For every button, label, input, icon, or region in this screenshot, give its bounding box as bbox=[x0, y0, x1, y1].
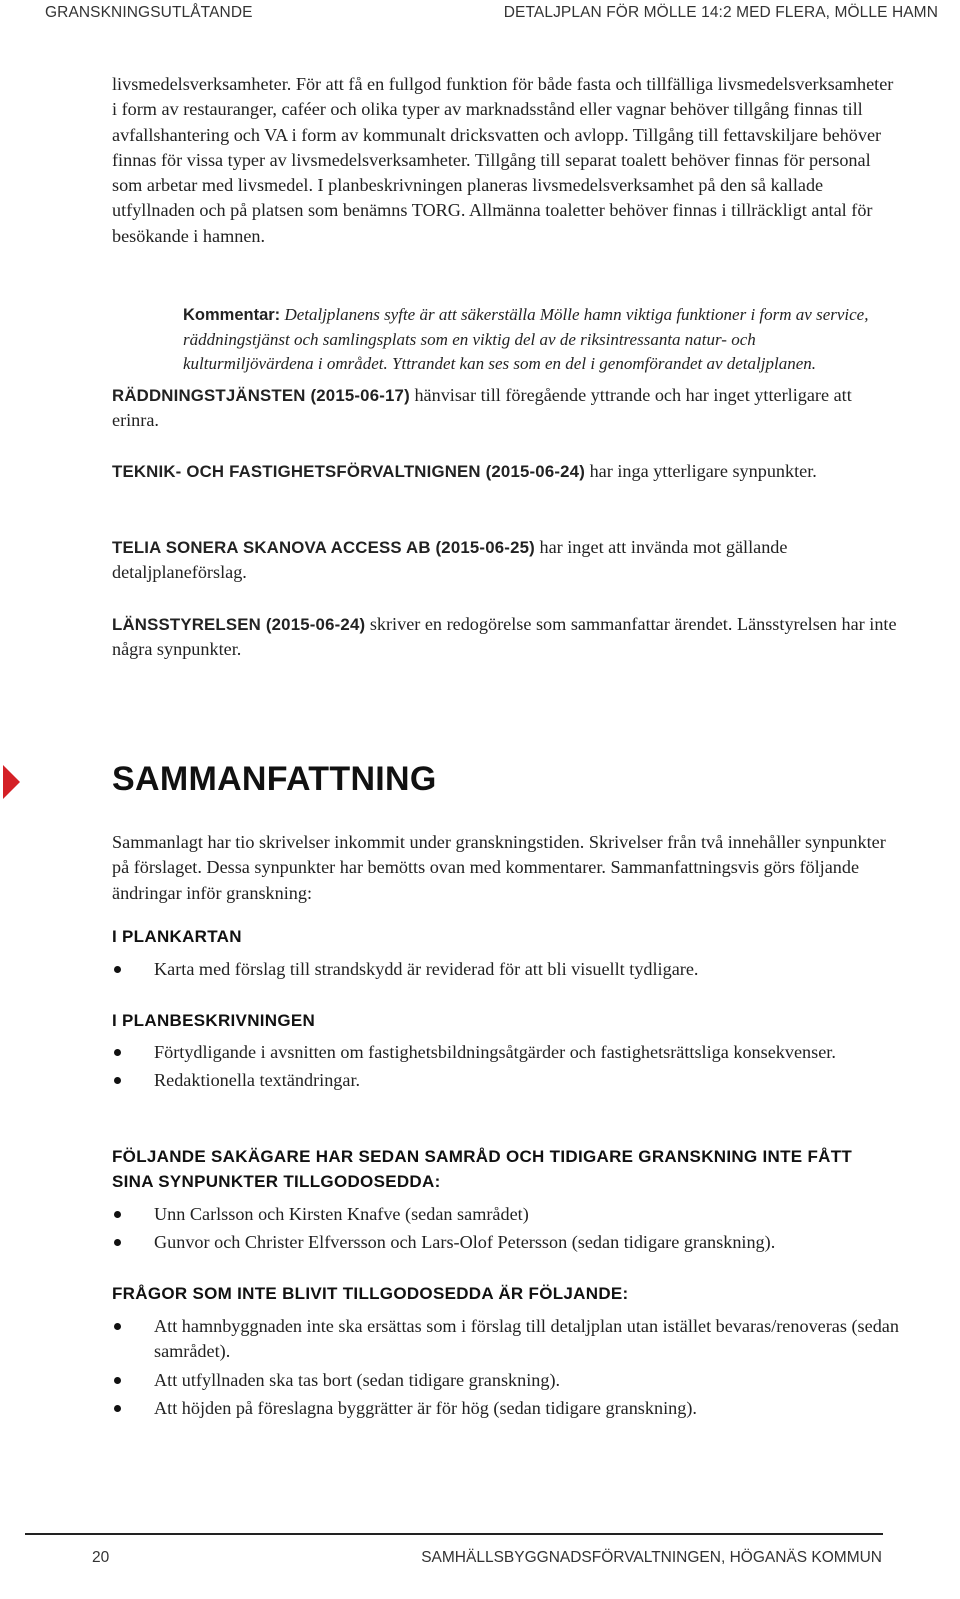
list-plankartan bbox=[112, 957, 902, 985]
header-left: GRANSKNINGSUTLÅTANDE bbox=[45, 4, 253, 21]
subsection-heading-fragor: FRÅGOR SOM INTE BLIVIT TILLGODOSEDDA ÄR FÖLJANDE: bbox=[112, 1284, 629, 1303]
summary-paragraph: Sammanlagt har tio skrivelser inkommit under granskningstiden. Skrivelser från två innehåller synpunkter på förslaget. Dessa synpunkter har bemötts ovan med kommentarer. Sammanfattningsvis görs följande ändringar inför granskning: bbox=[112, 832, 886, 903]
remark-text: hänvisar till föregående yttrande och har inget ytterligare att erinra. bbox=[112, 385, 852, 431]
list-sakagare bbox=[112, 1202, 902, 1259]
footer-divider bbox=[25, 1533, 883, 1535]
subsection-heading-sakagare: FÖLJANDE SAKÄGARE HAR SEDAN SAMRÅD OCH TIDIGARE GRANSKNING INTE FÅTT SINA SYNPUNKTER TILLGODOSEDDA: bbox=[112, 1147, 853, 1191]
remark-text: har inget att invända mot gällande detaljplaneförslag. bbox=[112, 537, 788, 583]
remark-org: TEKNIK- OCH FASTIGHETSFÖRVALTNIGNEN (2015-06-24) bbox=[112, 462, 586, 481]
remark-text: har inga ytterligare synpunkter. bbox=[585, 461, 817, 481]
remark-org: LÄNSSTYRELSEN (2015-06-24) bbox=[112, 615, 366, 634]
subsection-heading-planbeskrivningen: I PLANBESKRIVNINGEN bbox=[112, 1011, 316, 1030]
remark-raddningstjansten bbox=[112, 383, 897, 434]
list-item: Att hamnbyggnaden inte ska ersättas som i förslag till detaljplan utan istället bevaras/renoveras (sedan samrådet). bbox=[112, 1314, 902, 1365]
triangle-marker-icon bbox=[3, 765, 20, 799]
remark-teknik bbox=[112, 459, 897, 484]
list-item: Att höjden på föreslagna byggrätter är för hög (sedan tidigare granskning). bbox=[112, 1396, 902, 1421]
comment-label: Kommentar: bbox=[183, 306, 281, 324]
remark-telia bbox=[112, 535, 897, 586]
comment-text: Detaljplanens syfte är att säkerställa Mölle hamn viktiga funktioner i form av service, räddningstjänst och samlingsplats som en viktig del av de riksintressanta natur- och kulturmiljövärdena i området. Yttrandet kan ses som en del i genomförandet av detaljplanen. bbox=[183, 305, 869, 374]
remark-org: TELIA SONERA SKANOVA ACCESS AB (2015-06-25) bbox=[112, 538, 535, 557]
list-item: Redaktionella textändringar. bbox=[112, 1068, 902, 1093]
list-planbeskrivningen bbox=[112, 1040, 902, 1097]
footer-org: SAMHÄLLSBYGGNADSFÖRVALTNINGEN, HÖGANÄS KOMMUN bbox=[421, 1549, 882, 1566]
remark-text: skriver en redogörelse som sammanfattar ärendet. Länsstyrelsen har inte några synpunkter. bbox=[112, 614, 897, 660]
comment-block bbox=[183, 303, 883, 377]
intro-paragraph: livsmedelsverksamheter. För att få en fullgod funktion för både fasta och tillfälliga livsmedelsverksamheter i form av restauranger, caféer och olika typer av marknadsstånd eller vagnar behöver tillgång finnas till avfallshantering och VA i form av kommunalt dricksvatten och avlopp. Tillgång till fettavskiljare behöver finnas för vissa typer av livsmedelsverksamheter. Tillgång till separat toalett behöver finnas för personal som arbetar med livsmedel. I planbeskrivningen planeras livsmedelsverksamhet på den så kallade utfyllnaden och på platsen som benämns TORG. Allmänna toaletter behöver finnas i tillräckligt antal för besökande i hamnen. bbox=[112, 74, 894, 246]
list-fragor bbox=[112, 1314, 902, 1424]
list-item: Förtydligande i avsnitten om fastighetsbildningsåtgärder och fastighetsrättsliga konsekvenser. bbox=[112, 1040, 902, 1065]
remark-org: RÄDDNINGSTJÄNSTEN (2015-06-17) bbox=[112, 386, 410, 405]
header-right: DETALJPLAN FÖR MÖLLE 14:2 MED FLERA, MÖLLE HAMN bbox=[503, 4, 938, 21]
list-item: Att utfyllnaden ska tas bort (sedan tidigare granskning). bbox=[112, 1368, 902, 1393]
list-item: Unn Carlsson och Kirsten Knafve (sedan samrådet) bbox=[112, 1202, 902, 1227]
list-item: Karta med förslag till strandskydd är reviderad för att bli visuellt tydligare. bbox=[112, 957, 902, 982]
list-item: Gunvor och Christer Elfversson och Lars-Olof Petersson (sedan tidigare granskning). bbox=[112, 1230, 902, 1255]
page-number: 20 bbox=[92, 1549, 110, 1566]
subsection-heading-plankartan: I PLANKARTAN bbox=[112, 927, 242, 946]
remark-lansstyrelsen bbox=[112, 612, 897, 663]
section-title: SAMMANFATTNING bbox=[112, 760, 437, 798]
